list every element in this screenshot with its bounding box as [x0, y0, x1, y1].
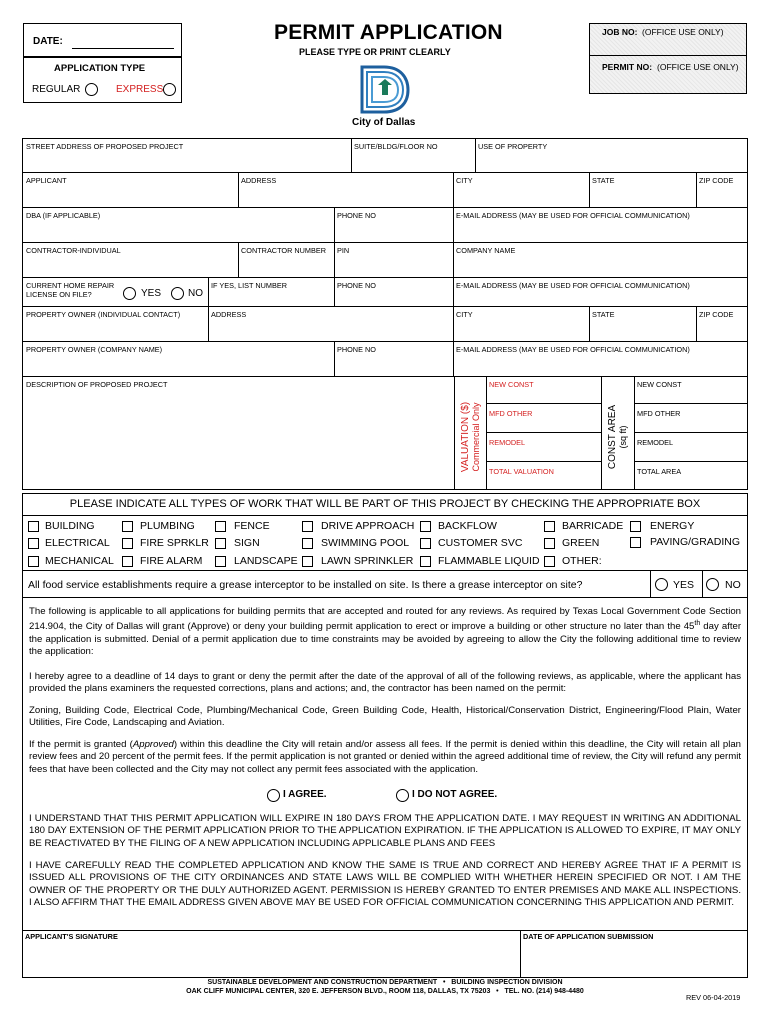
row-line: [486, 403, 601, 404]
date-input-line[interactable]: [72, 48, 174, 49]
regular-radio[interactable]: [85, 83, 98, 96]
new-const-valuation-label: NEW CONST: [489, 380, 534, 389]
const-area-label: CONST AREA: [607, 404, 618, 470]
building-checkbox[interactable]: [28, 521, 39, 532]
terms-paragraph-1: [29, 606, 741, 658]
valuation-vertical-label: [455, 376, 486, 489]
description-label: DESCRIPTION OF PROPOSED PROJECT: [26, 380, 168, 389]
customer-svc-label: CUSTOMER SVC: [438, 537, 523, 549]
terms-paragraph-5: I UNDERSTAND THAT THIS PERMIT APPLICATION WILL EXPIRE IN 180 DAYS FROM THE APPLICATION DATE. I MAY REQUEST IN WRITING AN ADDITIONAL 180 DAY EXTENSION OF THE PERMIT APPLICATION PRIOR TO THE APPLICATION EXPIRATION. IF THE APPLICATION IS ALLOWED TO EXPIRE, IT MAY ONLY BE REACTIVATED BY THE FILING OF A NEW APPLICATION INCLUDING APPLICABLE PLANS AND FEES: [29, 813, 741, 849]
owner-company-email-label: E-MAIL ADDRESS (MAY BE USED FOR OFFICIAL COMMUNICATION): [456, 345, 690, 354]
applicant-city-input[interactable]: [454, 186, 589, 206]
date-label: DATE:: [33, 36, 63, 47]
street-address-input[interactable]: [23, 151, 351, 171]
applicant-state-input[interactable]: [590, 186, 696, 206]
const-area-vertical-label: [602, 376, 634, 489]
owner-individual-input[interactable]: [23, 320, 208, 340]
other-checkbox[interactable]: [544, 556, 555, 567]
express-option-label: EXPRESS: [116, 84, 164, 95]
home-repair-phone-input[interactable]: [335, 290, 453, 305]
fire-alarm-checkbox[interactable]: [122, 556, 133, 567]
city-of-dallas-logo: [358, 63, 412, 115]
suite-label: SUITE/BLDG/FLOOR NO: [354, 142, 438, 151]
application-type-box: [23, 57, 182, 103]
new-const-valuation-input[interactable]: [487, 389, 601, 402]
page-title: PERMIT APPLICATION: [274, 21, 503, 44]
express-radio[interactable]: [163, 83, 176, 96]
row-line: [23, 306, 747, 307]
sign-label: SIGN: [234, 537, 260, 549]
row-line: [634, 403, 747, 404]
owner-address-label: ADDRESS: [211, 310, 247, 319]
paving-grading-label: PAVING/GRADING: [650, 536, 741, 548]
row-line: [23, 242, 747, 243]
row-line: [23, 341, 747, 342]
valuation-label: VALUATION ($): [460, 401, 471, 473]
const-area-sublabel: (sq ft): [618, 425, 628, 449]
logo-text: City of Dallas: [352, 117, 416, 128]
street-address-label: STREET ADDRESS OF PROPOSED PROJECT: [26, 142, 184, 151]
row-line: [486, 461, 601, 462]
home-repair-email-label: E-MAIL ADDRESS (MAY BE USED FOR OFFICIAL COMMUNICATION): [456, 281, 690, 290]
grease-yes-label: YES: [673, 579, 695, 591]
terms-p4-text-end: ) within this deadline the City will retain and/or assess all fees. If the permit is denied within this deadline, the City will retain all plan review fees and 20 percent of the permit fees. If the permit application is not granted or denied within the agreed additional time of review, the City will refund any permit fees that have been collected and the City may not collect any permit fees associated with the application.: [29, 739, 742, 775]
customer-svc-checkbox[interactable]: [420, 538, 431, 549]
total-area-label: TOTAL AREA: [637, 467, 682, 476]
barricade-checkbox[interactable]: [544, 521, 555, 532]
office-use-box: [589, 23, 747, 94]
permit-no-label: PERMIT NO:: [602, 62, 653, 72]
home-repair-yes-radio[interactable]: [123, 287, 136, 300]
mfd-other-area-label: MFD OTHER: [637, 409, 681, 418]
use-of-property-label: USE OF PROPERTY: [478, 142, 548, 151]
owner-address-input[interactable]: [209, 320, 453, 340]
owner-state-label: STATE: [592, 310, 615, 319]
energy-label: ENERGY: [650, 520, 695, 532]
home-repair-label-line2: LICENSE ON FILE?: [26, 290, 92, 299]
mfd-other-valuation-input[interactable]: [487, 418, 601, 431]
office-divider: [590, 55, 746, 56]
row-line: [23, 207, 747, 208]
grease-no-radio[interactable]: [706, 578, 719, 591]
electrical-label: ELECTRICAL: [45, 537, 110, 549]
signature-top-line: [22, 930, 748, 931]
company-name-input[interactable]: [454, 256, 747, 276]
description-input[interactable]: [23, 390, 454, 488]
owner-company-phone-label: PHONE NO: [337, 345, 376, 354]
flammable-liquid-label: FLAMMABLE LIQUID: [438, 555, 540, 567]
paving-grading-checkbox[interactable]: [630, 537, 641, 548]
pin-input[interactable]: [335, 256, 453, 276]
owner-individual-label: PROPERTY OWNER (INDIVIDUAL CONTACT): [26, 310, 181, 319]
plumbing-checkbox[interactable]: [122, 521, 133, 532]
date-box: [23, 23, 182, 57]
lawn-sprinkler-checkbox[interactable]: [302, 556, 313, 567]
application-type-label: APPLICATION TYPE: [54, 63, 146, 74]
disagree-label: I DO NOT AGREE.: [412, 789, 498, 800]
lawn-sprinkler-label: LAWN SPRINKLER: [321, 555, 414, 567]
other-label: OTHER:: [562, 555, 602, 567]
terms-p4-text: If the permit is granted (: [29, 739, 133, 750]
barricade-label: BARRICADE: [562, 520, 624, 532]
terms-p1-text: The following is applicable to all applications for building permits that are accepted and routed for any reviews. As required by Texas Local Government Code Section 214.904, the City of Dallas will grant (Approve) or deny your building permit application to erect or improve a building or other structure no later than the: [29, 606, 741, 633]
applicant-signature-label: APPLICANT'S SIGNATURE: [25, 932, 118, 941]
row-line: [23, 570, 747, 571]
terms-paragraph-2: I hereby agree to a deadline of 14 days to grant or deny the permit after the date of the approval of all of the following reviews, as applicable, where the applicant has provided the plans examiners the requested corrections, plans and actions; and, the contractor has been named on the permit:: [29, 671, 741, 695]
applicant-input[interactable]: [23, 186, 238, 206]
agree-label: I AGREE.: [283, 789, 327, 800]
owner-city-label: CITY: [456, 310, 473, 319]
job-no-note: (OFFICE USE ONLY): [642, 27, 724, 37]
new-const-area-input[interactable]: [635, 389, 747, 402]
grease-question: All food service establishments require a grease interceptor to be installed on site. Is there a grease interceptor on site?: [28, 579, 583, 591]
footer-line-2: OAK CLIFF MUNICIPAL CENTER, 320 E. JEFFERSON BLVD., ROOM 118, DALLAS, TX 75203 • TEL. NO. (214) 948-4480: [186, 988, 584, 995]
grease-divider: [702, 570, 703, 597]
terms-p4-italic: Approved: [132, 739, 174, 750]
terms-paragraph-3: Zoning, Building Code, Electrical Code, Plumbing/Mechanical Code, Green Building Code, Health, Historical/Conservation District, Engineering/Flood Plain, Water Utilities, Fire Code, Landscaping and Aviation.: [29, 705, 741, 729]
row-line: [23, 172, 747, 173]
contractor-number-label: CONTRACTOR NUMBER: [241, 246, 326, 255]
use-of-property-input[interactable]: [476, 151, 747, 171]
footer-line-1: SUSTAINABLE DEVELOPMENT AND CONSTRUCTION DEPARTMENT • BUILDING INSPECTION DIVISION: [207, 979, 563, 986]
applicant-info-grid: [22, 138, 748, 490]
fence-checkbox[interactable]: [215, 521, 226, 532]
row-line: [634, 461, 747, 462]
work-types-heading: PLEASE INDICATE ALL TYPES OF WORK THAT WILL BE PART OF THIS PROJECT BY CHECKING THE APPROPRIATE BOX: [69, 498, 701, 510]
home-repair-yes-label: YES: [141, 288, 162, 299]
total-area-input[interactable]: [635, 476, 747, 488]
dba-phone-label: PHONE NO: [337, 211, 376, 220]
fire-sprklr-label: FIRE SPRKLR: [140, 537, 209, 549]
swimming-pool-checkbox[interactable]: [302, 538, 313, 549]
grease-yes-radio[interactable]: [655, 578, 668, 591]
applicant-label: APPLICANT: [26, 176, 67, 185]
total-valuation-label: TOTAL VALUATION: [489, 467, 554, 476]
applicant-address-label: ADDRESS: [241, 176, 277, 185]
agree-radio[interactable]: [267, 789, 280, 802]
total-valuation-input[interactable]: [487, 476, 601, 488]
regular-option-label: REGULAR: [32, 84, 81, 95]
home-repair-phone-label: PHONE NO: [337, 281, 376, 290]
date-submission-label: DATE OF APPLICATION SUBMISSION: [523, 932, 654, 941]
owner-company-email-input[interactable]: [454, 355, 747, 375]
applicant-address-input[interactable]: [239, 186, 453, 206]
if-yes-list-label: IF YES, LIST NUMBER: [211, 281, 287, 290]
terms-paragraph-6: I HAVE CAREFULLY READ THE COMPLETED APPLICATION AND KNOW THE SAME IS TRUE AND CORRECT AND HEREBY AGREE THAT IF A PERMIT IS ISSUED ALL PROVISIONS OF THE CITY ORDINANCES AND STATE LAWS WILL BE COMPLIED WITH WHETHER HEREIN SPECIFIED OR NOT. I AM THE OWNER OF THE PROPERTY OR THE DULY AUTHORIZED AGENT. PERMISSION IS HEREBY GRANTED TO ENTER PREMISES AND MAKE ALL INSPECTIONS. I ALSO AFFIRM THAT THE EMAIL ADDRESS GIVEN ABOVE MAY BE USED FOR OFFICIAL COMMUNICATION CONCERNING THIS APPLICATION AND PERMIT.: [29, 860, 741, 908]
fire-sprklr-checkbox[interactable]: [122, 538, 133, 549]
owner-company-phone-input[interactable]: [335, 355, 453, 375]
company-name-label: COMPANY NAME: [456, 246, 516, 255]
license-number-input[interactable]: [209, 290, 334, 305]
terms-paragraph-4: [29, 739, 741, 776]
energy-checkbox[interactable]: [630, 521, 641, 532]
job-no-label: JOB NO:: [602, 27, 638, 37]
remodel-area-label: REMODEL: [637, 438, 674, 447]
green-checkbox[interactable]: [544, 538, 555, 549]
valuation-sublabel: Commercial Only: [471, 402, 481, 472]
row-line: [23, 515, 747, 516]
plumbing-label: PLUMBING: [140, 520, 195, 532]
mfd-other-valuation-label: MFD OTHER: [489, 409, 533, 418]
applicant-zip-input[interactable]: [697, 186, 747, 206]
mechanical-checkbox[interactable]: [28, 556, 39, 567]
terms-p1-text-end: day after the application is submitted. Denial of a permit application due to time constraints may be avoided by agreeing to allow the City the following additional time to review the application:: [29, 621, 742, 658]
applicant-state-label: STATE: [592, 176, 615, 185]
disagree-radio[interactable]: [396, 789, 409, 802]
drive-approach-checkbox[interactable]: [302, 521, 313, 532]
suite-input[interactable]: [352, 151, 475, 171]
row-line: [634, 432, 747, 433]
page-subtitle: PLEASE TYPE OR PRINT CLEARLY: [299, 47, 451, 57]
home-repair-no-label: NO: [188, 288, 203, 299]
row-line: [23, 277, 747, 278]
home-repair-label-line1: CURRENT HOME REPAIR: [26, 281, 115, 290]
terms-p1-day-number: 45: [683, 621, 695, 633]
electrical-checkbox[interactable]: [28, 538, 39, 549]
revision-label: REV 06-04-2019: [686, 993, 741, 1002]
owner-city-input[interactable]: [454, 320, 589, 340]
applicant-signature-input[interactable]: [23, 942, 519, 977]
green-label: GREEN: [562, 537, 600, 549]
owner-company-label: PROPERTY OWNER (COMPANY NAME): [26, 345, 163, 354]
flammable-liquid-checkbox[interactable]: [420, 556, 431, 567]
owner-zip-input[interactable]: [697, 320, 747, 340]
drive-approach-label: DRIVE APPROACH: [321, 520, 415, 532]
backflow-checkbox[interactable]: [420, 521, 431, 532]
dba-input[interactable]: [23, 221, 334, 241]
landscape-checkbox[interactable]: [215, 556, 226, 567]
home-repair-no-radio[interactable]: [171, 287, 184, 300]
applicant-zip-label: ZIP CODE: [699, 176, 734, 185]
dba-phone-input[interactable]: [335, 221, 453, 241]
date-submission-input[interactable]: [521, 942, 747, 977]
fence-label: FENCE: [234, 520, 270, 532]
mechanical-label: MECHANICAL: [45, 555, 114, 567]
owner-state-input[interactable]: [590, 320, 696, 340]
owner-company-input[interactable]: [23, 355, 334, 375]
remodel-area-input[interactable]: [635, 447, 747, 460]
swimming-pool-label: SWIMMING POOL: [321, 537, 410, 549]
remodel-valuation-input[interactable]: [487, 447, 601, 460]
row-line: [23, 376, 747, 377]
contractor-individual-label: CONTRACTOR-INDIVIDUAL: [26, 246, 121, 255]
landscape-label: LANDSCAPE: [234, 555, 298, 567]
dba-email-label: E-MAIL ADDRESS (MAY BE USED FOR OFFICIAL COMMUNICATION): [456, 211, 690, 220]
applicant-city-label: CITY: [456, 176, 473, 185]
sign-checkbox[interactable]: [215, 538, 226, 549]
dba-email-input[interactable]: [454, 221, 747, 241]
grease-divider: [650, 570, 651, 597]
building-label: BUILDING: [45, 520, 95, 532]
home-repair-email-input[interactable]: [454, 290, 747, 305]
dba-label: DBA (IF APPLICABLE): [26, 211, 101, 220]
new-const-area-label: NEW CONST: [637, 380, 682, 389]
terms-p1-ordinal: th: [694, 620, 701, 628]
mfd-other-area-input[interactable]: [635, 418, 747, 431]
fire-alarm-label: FIRE ALARM: [140, 555, 203, 567]
grease-no-label: NO: [725, 579, 741, 591]
other-input[interactable]: [604, 555, 744, 567]
permit-no-note: (OFFICE USE ONLY): [657, 62, 739, 72]
backflow-label: BACKFLOW: [438, 520, 497, 532]
remodel-valuation-label: REMODEL: [489, 438, 526, 447]
contractor-number-input[interactable]: [239, 256, 334, 276]
owner-zip-label: ZIP CODE: [699, 310, 734, 319]
contractor-individual-input[interactable]: [23, 256, 238, 276]
row-line: [486, 432, 601, 433]
pin-label: PIN: [337, 246, 350, 255]
